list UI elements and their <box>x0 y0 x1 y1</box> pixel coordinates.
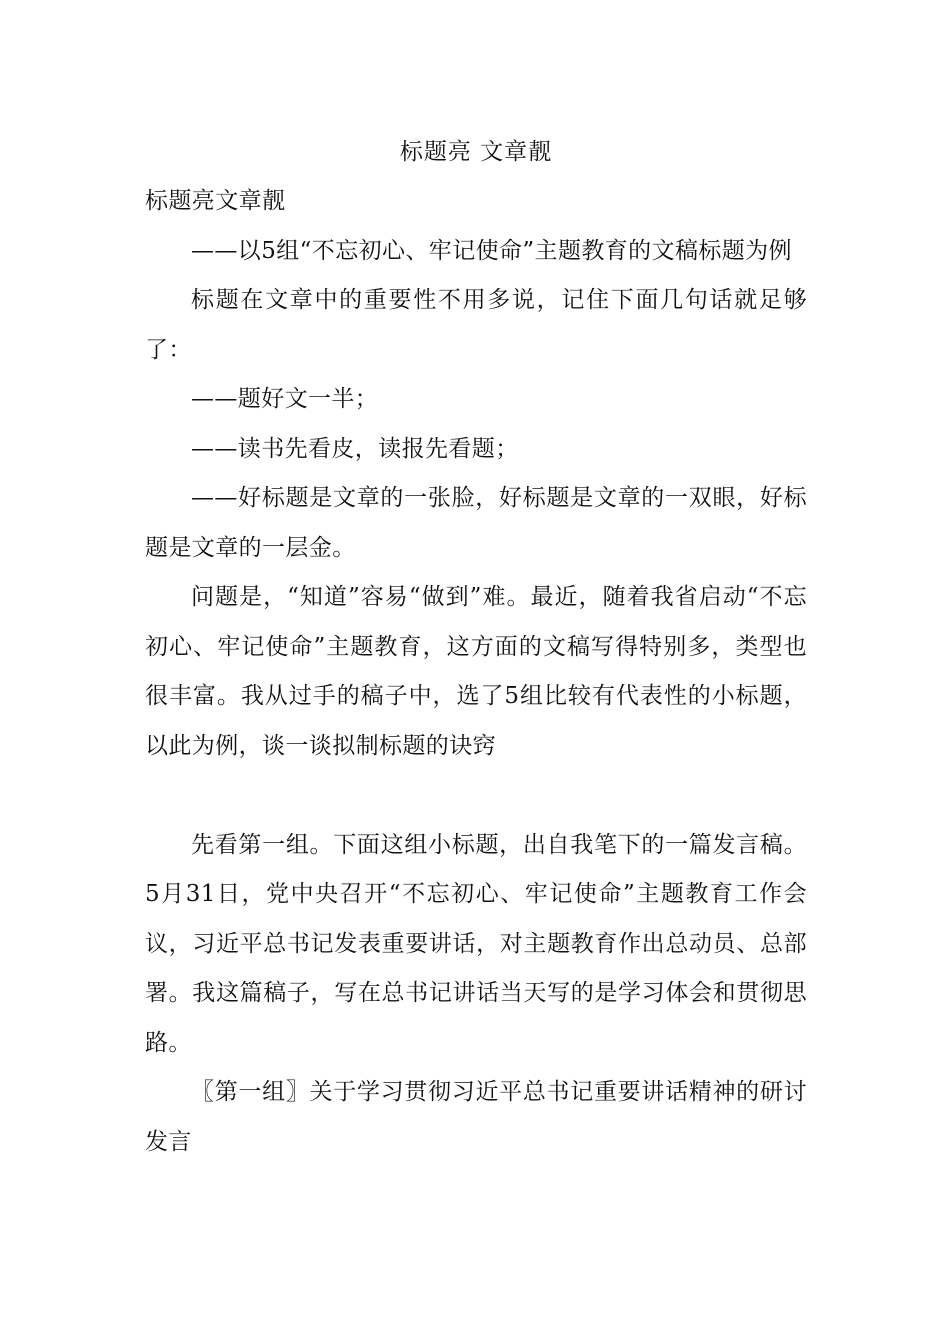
saying-1: ——题好文一半； <box>191 386 379 412</box>
intro-paragraph: 标题在文章中的重要性不用多说，记住下面几句话就足够了： <box>145 287 807 363</box>
blank-line <box>145 771 807 821</box>
saying-3: ——好标题是文章的一张脸，好标题是文章的一双眼，好标题是文章的一层金。 <box>145 485 807 561</box>
saying-2: ——读书先看皮，读报先看题； <box>191 435 519 462</box>
first-group-paragraph: 先看第一组。下面这组小标题，出自我笔下的一篇发言稿。5月31日，党中央召开“不忘初心、牢记使命”主题教育工作会议，习近平总书记发表重要讲话，对主题教育作出总动员、总部署。我这篇稿子，写在总书记讲话当天写的是学习体会和贯彻思路。 <box>145 831 807 1056</box>
first-group-heading: 〖第一组〗关于学习贯彻习近平总书记重要讲话精神的研讨发言 <box>145 1079 807 1155</box>
document-page <box>145 128 807 1167</box>
heading-line: 标题亮文章靓 <box>145 188 286 214</box>
problem-paragraph: 问题是，“知道”容易“做到”难。最近，随着我省启动“不忘初心、牢记使命”主题教育，这方面的文稿写得特别多，类型也很丰富。我从过手的稿子中，选了5组比较有代表性的小标题，以此为例，谈一谈拟制标题的诀窍 <box>145 584 807 759</box>
subtitle-paragraph: ——以5组“不忘初心、牢记使命”主题教育的文稿标题为例 <box>191 237 792 264</box>
document-title: 标题亮 文章靓 <box>399 139 553 165</box>
